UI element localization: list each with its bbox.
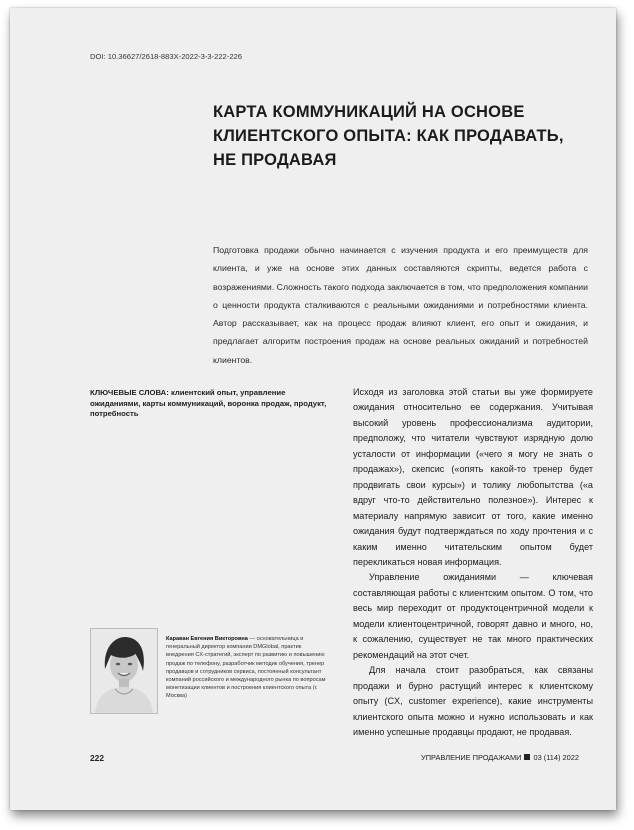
journal-name: УПРАВЛЕНИЕ ПРОДАЖАМИ	[421, 753, 522, 762]
author-info	[166, 635, 329, 701]
author-photo	[90, 628, 158, 714]
author-portrait-icon	[91, 629, 157, 713]
body-paragraph-1: Исходя из заголовка этой статьи вы уже формируете ожидания относительно ее содержания. Учитывая высокий уровень профессионализма аудитории, предположу, что читатели чувствуют изрядную долю усталости от информации («чего я могу не знать о продажах»), скепсис («опять какой-то тренер будет продвигать свои курсы») и толику любопытства («а вдруг что-то действительно полезное»). Интерес к материалу напрямую зависит от того, какие именно ожидания будут подтверждаться по ходу прочтения и с каким именно читательским опытом будет перекликаться новая информация.	[353, 387, 593, 567]
body-paragraph-2: Управление ожиданиями — ключевая составляющая работы с клиентским опытом. О том, что весь мир переходит от продуктоцентричной модели к модели клиентоцентричной, говорят давно и много, но, к сожалению, существует не так много практических рекомендаций на этот счет.	[353, 572, 593, 660]
keywords-label: КЛЮЧЕВЫЕ СЛОВА:	[90, 388, 169, 397]
running-footer	[421, 753, 579, 762]
keywords	[90, 388, 328, 420]
author-name: Караван Евгения Викторовна	[166, 636, 248, 642]
issue-number: 03 (114) 2022	[533, 753, 579, 762]
author-bio: — основательница и генеральный директор компании DMGlobal, практик внедрения CX-стратегий, эксперт по развитию и повышению продаж по телефону, разработчик методик обучения, тренер продавцов и сотрудников сервиса, постоянный консультант компаний российского и международного рынка по вопросам монетизации клиентов и построения клиентского опыта (г. Москва)	[166, 636, 326, 700]
article-title: КАРТА КОММУНИКАЦИЙ НА ОСНОВЕ КЛИЕНТСКОГО ОПЫТА: КАК ПРОДАВАТЬ, НЕ ПРОДАВАЯ	[213, 103, 564, 169]
keywords-text: клиентский опыт, управление ожиданиями, карты коммуникаций, воронка продаж, продукт, потребность	[90, 388, 327, 418]
doi: DOI: 10.36627/2618-883X-2022-3-3-222-226	[90, 52, 242, 61]
page-number: 222	[90, 753, 104, 763]
abstract: Подготовка продажи обычно начинается с изучения продукта и его преимуществ для клиента, и уже на основе этих данных составляются скрипты, ведется работа с возражениями. Сложность такого подхода заключается в том, что предположения компании о ценности продукта сталкиваются с реальными ожиданиями и потребностями клиента. Автор рассказывает, как на процесс продаж влияют клиент, его опыт и ожидания, и предлагает алгоритм построения продаж на основе реальных ожиданий и потребностей клиентов.	[213, 245, 588, 365]
square-separator-icon	[524, 754, 530, 760]
body-paragraph-3: Для начала стоит разобраться, как связаны продажи и бурно растущий интерес к клиентскому опыту (CX, customer experience), какие инструменты клиентского опыта можно и нужно использовать и как именно успешные продавцы продают, не продавая.	[353, 665, 593, 737]
journal-page	[10, 8, 616, 810]
article-body	[353, 385, 593, 740]
